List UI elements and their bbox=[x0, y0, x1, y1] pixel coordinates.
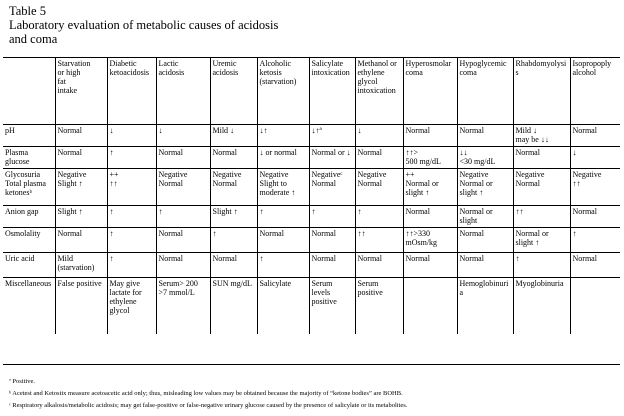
table-cell-value: ↓ bbox=[572, 147, 577, 157]
table-cell-value: Negative Normal bbox=[212, 169, 242, 188]
table-cell-value: Normal bbox=[259, 228, 284, 238]
table-cell bbox=[513, 124, 570, 146]
table-cell-value: Normal bbox=[311, 253, 336, 263]
footnote-c: ᶜ Respiratory alkalosis/metabolic acidosis; may get false-positive or false-negative urinary glucose caused by the presence of salicylate or its metabolites. bbox=[9, 402, 408, 409]
table-cell-value: Serum levels positive bbox=[311, 278, 337, 306]
table-cell-value: ↑↑ bbox=[357, 228, 366, 238]
table-cell bbox=[55, 205, 107, 227]
table-cell bbox=[156, 205, 210, 227]
table-cell bbox=[309, 146, 355, 168]
footnotes bbox=[9, 376, 407, 412]
table-cell bbox=[156, 277, 210, 334]
table-cell bbox=[513, 168, 570, 205]
table-cell bbox=[457, 227, 513, 252]
table-cell bbox=[257, 124, 309, 146]
table-cell bbox=[355, 205, 403, 227]
table-cell-value: Normal bbox=[459, 228, 484, 238]
table-cell bbox=[309, 205, 355, 227]
table-cell bbox=[257, 146, 309, 168]
column-header bbox=[309, 58, 355, 124]
table-cell-value: ↑ bbox=[109, 253, 114, 263]
table-cell bbox=[570, 227, 620, 252]
table-cell-value: Mild ↓ bbox=[212, 125, 235, 135]
table-cell bbox=[513, 252, 570, 277]
table-cell bbox=[457, 277, 513, 334]
table-cell bbox=[55, 277, 107, 334]
table-cell bbox=[570, 168, 620, 205]
table-cell bbox=[107, 205, 156, 227]
column-header bbox=[107, 58, 156, 124]
table-cell-value: ↑↑ bbox=[515, 206, 524, 216]
table-row bbox=[3, 227, 620, 252]
row-label bbox=[3, 124, 55, 146]
table-cell-value: ↓ bbox=[109, 125, 114, 135]
column-header bbox=[55, 58, 107, 124]
table-cell-value: ↑ bbox=[357, 206, 362, 216]
table-cell-value: False positive bbox=[57, 278, 102, 288]
column-header-label: Lactic acidosis bbox=[158, 59, 185, 77]
table-cell bbox=[257, 205, 309, 227]
table-cell bbox=[210, 124, 257, 146]
table-cell bbox=[457, 205, 513, 227]
table-cell-value: ↑ bbox=[311, 206, 316, 216]
row-label-text: Glycosuria Total plasma ketonesᵇ bbox=[5, 169, 46, 197]
header-cell-blank bbox=[3, 58, 55, 124]
table-cell-value: SUN mg/dL bbox=[212, 278, 252, 288]
table-cell bbox=[309, 277, 355, 334]
table-cell-value: ↑ bbox=[109, 228, 114, 238]
table-cell-value: ↓ or normal bbox=[259, 147, 297, 157]
table-cell-value: Negative Normal bbox=[515, 169, 545, 188]
table-cell-value: Normal or ↓ bbox=[311, 147, 351, 157]
table-cell-value: Normal bbox=[357, 253, 382, 263]
table-row bbox=[3, 205, 620, 227]
table-cell bbox=[355, 252, 403, 277]
table-cell-value: ↓↑ª bbox=[311, 125, 322, 135]
table-row bbox=[3, 168, 620, 205]
table-row bbox=[3, 252, 620, 277]
table-cell bbox=[513, 146, 570, 168]
table-cell bbox=[570, 252, 620, 277]
table-cell-value: ↑ bbox=[109, 206, 114, 216]
table-cell-value: Negative Slight to moderate ↑ bbox=[259, 169, 296, 197]
table-cell-value: Negative Slight ↑ bbox=[57, 169, 87, 188]
table-cell-value: Mild (starvation) bbox=[57, 253, 95, 272]
row-label bbox=[3, 277, 55, 334]
table-title bbox=[9, 4, 278, 46]
column-header bbox=[570, 58, 620, 124]
table-cell-value: Salicylate bbox=[259, 278, 292, 288]
table-cell-value: ↑ bbox=[259, 253, 264, 263]
table-cell bbox=[570, 124, 620, 146]
column-header-label: Isopropoply alcohol bbox=[572, 59, 612, 77]
row-label bbox=[3, 168, 55, 205]
table-cell-value: Normal bbox=[57, 147, 82, 157]
table-cell bbox=[55, 168, 107, 205]
column-header-label: Uremic acidosis bbox=[212, 59, 239, 77]
table-cell bbox=[210, 205, 257, 227]
table-cell bbox=[403, 277, 457, 334]
column-header-label: Salicylate intoxication bbox=[311, 59, 350, 77]
column-header-label: Methanol or ethylene glycol intoxication bbox=[357, 59, 397, 95]
table-cell bbox=[156, 124, 210, 146]
row-label-text: Miscellaneous bbox=[5, 278, 52, 288]
table-cell bbox=[257, 168, 309, 205]
table-cell-value: Normal bbox=[572, 253, 597, 263]
table-cell-value: Negativeᶜ Normal bbox=[311, 169, 343, 188]
column-header bbox=[210, 58, 257, 124]
table-cell-value: Serum> 200 >7 mmol/L bbox=[158, 278, 198, 297]
lab-evaluation-table-container bbox=[3, 57, 620, 365]
column-header bbox=[156, 58, 210, 124]
table-cell bbox=[107, 168, 156, 205]
table-cell-value: Normal bbox=[158, 253, 183, 263]
table-cell-value: Normal bbox=[158, 147, 183, 157]
table-cell-value: ↓↑ bbox=[259, 125, 268, 135]
row-label-text: Plasma glucose bbox=[5, 147, 30, 166]
column-header-label: Diabetic ketoacidosis bbox=[109, 59, 150, 77]
table-cell-value: Myoglobinuria bbox=[515, 278, 564, 288]
table-cell bbox=[457, 146, 513, 168]
footnote-b: ᵇ Acetest and Ketostix measure acetoacetic acid only; thus, misleading low values may be obtained because the majority of “ketone bodies” are BOHB. bbox=[9, 390, 403, 397]
table-row bbox=[3, 277, 620, 334]
table-cell-value: Serum positive bbox=[357, 278, 383, 297]
table-cell bbox=[107, 277, 156, 334]
table-cell-value: Negative ↑↑ bbox=[572, 169, 602, 188]
table-cell bbox=[210, 252, 257, 277]
table-cell-value: Slight ↑ bbox=[57, 206, 83, 216]
column-header-label: Hypoglycemic coma bbox=[459, 59, 507, 77]
table-cell bbox=[355, 227, 403, 252]
table-cell bbox=[55, 124, 107, 146]
table-cell-value: Normal or slight bbox=[459, 206, 493, 225]
table-cell-value: Normal bbox=[357, 147, 382, 157]
table-cell bbox=[513, 227, 570, 252]
table-cell-value: ↑↑> 500 mg/dL bbox=[405, 147, 441, 166]
table-cell bbox=[210, 277, 257, 334]
table-cell bbox=[513, 277, 570, 334]
table-cell bbox=[55, 227, 107, 252]
table-cell bbox=[107, 252, 156, 277]
row-label-text: Anion gap bbox=[5, 206, 39, 216]
table-cell-value: ↓ bbox=[357, 125, 362, 135]
table-cell bbox=[403, 124, 457, 146]
table-cell-value: ++ Normal or slight ↑ bbox=[405, 169, 439, 197]
table-cell bbox=[403, 168, 457, 205]
table-cell-value: Normal bbox=[459, 253, 484, 263]
row-label-text: pH bbox=[5, 125, 15, 135]
table-cell-value: May give lactate for ethylene glycol bbox=[109, 278, 142, 315]
table-cell-value: Normal bbox=[405, 253, 430, 263]
table-cell bbox=[355, 124, 403, 146]
table-cell-value: Normal bbox=[572, 125, 597, 135]
table-cell-value: Normal bbox=[57, 125, 82, 135]
column-header bbox=[513, 58, 570, 124]
table-cell-value: ↑ bbox=[212, 228, 217, 238]
table-cell bbox=[309, 227, 355, 252]
table-cell-value: Normal bbox=[158, 228, 183, 238]
table-cell-value: Normal bbox=[212, 253, 237, 263]
table-body bbox=[3, 124, 620, 334]
table-cell bbox=[156, 227, 210, 252]
table-cell bbox=[457, 168, 513, 205]
table-cell bbox=[570, 146, 620, 168]
table-cell bbox=[309, 252, 355, 277]
column-header bbox=[355, 58, 403, 124]
table-cell-value: ↓ bbox=[158, 125, 163, 135]
table-header-row bbox=[3, 58, 620, 124]
table-cell bbox=[570, 205, 620, 227]
table-cell bbox=[257, 252, 309, 277]
row-label bbox=[3, 146, 55, 168]
row-label bbox=[3, 205, 55, 227]
table-cell bbox=[570, 277, 620, 334]
table-cell bbox=[107, 146, 156, 168]
table-cell bbox=[355, 277, 403, 334]
table-cell-value: Normal bbox=[405, 206, 430, 216]
column-header-label: Starvation or high fat intake bbox=[57, 59, 91, 95]
table-cell bbox=[156, 252, 210, 277]
row-label-text: Osmolality bbox=[5, 228, 41, 238]
table-cell-value: Normal bbox=[57, 228, 82, 238]
table-cell-value: ↓↓ <30 mg/dL bbox=[459, 147, 496, 166]
table-cell-value: ↑ bbox=[515, 253, 520, 263]
table-cell bbox=[156, 146, 210, 168]
row-label-text: Uric acid bbox=[5, 253, 35, 263]
table-cell bbox=[210, 168, 257, 205]
table-cell bbox=[156, 168, 210, 205]
table-cell bbox=[355, 168, 403, 205]
table-cell bbox=[210, 146, 257, 168]
table-cell-value: Negative Normal bbox=[158, 169, 188, 188]
table-cell-value: ↑ bbox=[259, 206, 264, 216]
table-row bbox=[3, 124, 620, 146]
table-cell bbox=[457, 124, 513, 146]
table-cell-value: Normal or slight ↑ bbox=[515, 228, 549, 247]
lab-evaluation-table bbox=[3, 58, 620, 334]
table-cell-value: Normal bbox=[212, 147, 237, 157]
column-header-label: Alcoholic ketosis (starvation) bbox=[259, 59, 297, 86]
table-cell bbox=[355, 146, 403, 168]
table-cell bbox=[55, 252, 107, 277]
table-cell bbox=[210, 227, 257, 252]
row-label bbox=[3, 227, 55, 252]
table-cell bbox=[403, 146, 457, 168]
table-cell-value: Normal bbox=[311, 228, 336, 238]
table-cell-value: ++ ↑↑ bbox=[109, 169, 119, 188]
table-cell-value: ↑ bbox=[572, 228, 577, 238]
table-cell-value: Negative Normal or slight ↑ bbox=[459, 169, 493, 197]
table-cell-value: Normal bbox=[459, 125, 484, 135]
table-number: Table 5 bbox=[9, 4, 46, 18]
table-cell bbox=[55, 146, 107, 168]
footnote-a: ª Positive. bbox=[9, 378, 35, 385]
table-cell-value: Slight ↑ bbox=[212, 206, 238, 216]
table-row bbox=[3, 146, 620, 168]
column-header bbox=[257, 58, 309, 124]
table-cell bbox=[457, 252, 513, 277]
table-cell-value: Normal bbox=[572, 206, 597, 216]
table-cell-value: ↑ bbox=[158, 206, 163, 216]
column-header-label: Hyperosmolar coma bbox=[405, 59, 452, 77]
table-cell bbox=[513, 205, 570, 227]
table-cell bbox=[257, 277, 309, 334]
table-cell-value: Mild ↓ may be ↓↓ bbox=[515, 125, 549, 144]
column-header bbox=[403, 58, 457, 124]
table-cell-value: ↑ bbox=[109, 147, 114, 157]
table-cell bbox=[107, 227, 156, 252]
table-cell-value: ↑↑>330 mOsm/kg bbox=[405, 228, 438, 247]
table-cell-value: Hemoglobinuria bbox=[459, 278, 509, 297]
table-cell bbox=[309, 124, 355, 146]
table-caption-line-1: Laboratory evaluation of metabolic causes of acidosis bbox=[9, 18, 279, 32]
table-cell bbox=[403, 227, 457, 252]
table-cell bbox=[403, 252, 457, 277]
column-header-label: Rhabdomyolysis bbox=[515, 59, 567, 77]
table-cell-value: Normal bbox=[405, 125, 430, 135]
row-label bbox=[3, 252, 55, 277]
table-cell bbox=[257, 227, 309, 252]
table-cell bbox=[309, 168, 355, 205]
table-cell-value: Normal bbox=[515, 147, 540, 157]
table-caption-line-2: and coma bbox=[9, 32, 58, 46]
column-header bbox=[457, 58, 513, 124]
table-cell bbox=[107, 124, 156, 146]
table-cell-value: Negative Normal bbox=[357, 169, 387, 188]
table-cell bbox=[403, 205, 457, 227]
